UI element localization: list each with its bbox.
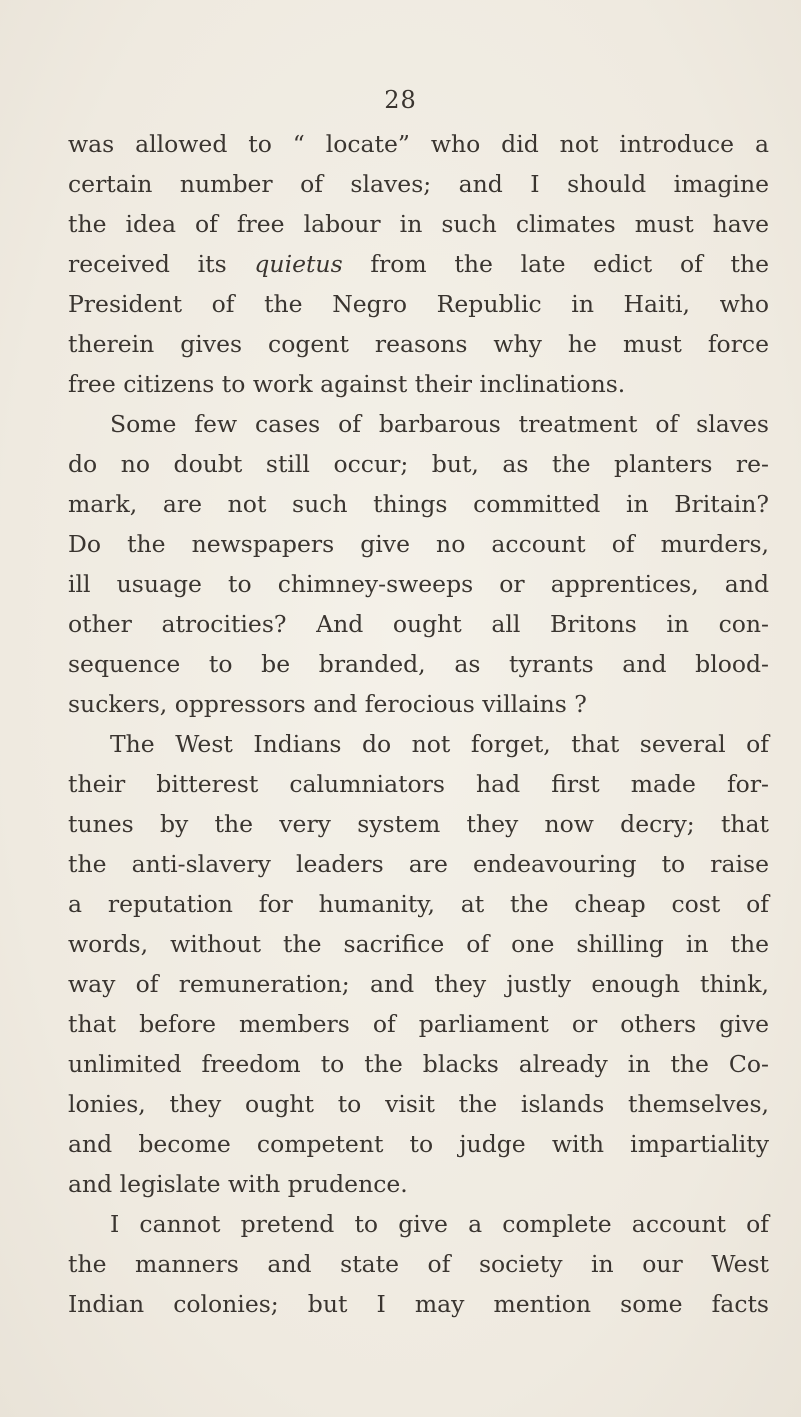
text-line	[68, 124, 769, 164]
text-line	[68, 844, 769, 884]
text-segment: sequence to be branded, as tyrants and blood-	[68, 650, 769, 678]
text-segment: and become competent to judge with impartiality	[68, 1130, 769, 1158]
text-segment: suckers, oppressors and ferocious villains ?	[68, 690, 587, 718]
text-line	[68, 1244, 769, 1284]
text-segment: free citizens to work against their inclinations.	[68, 370, 626, 398]
text-segment: the manners and state of society in our West	[68, 1250, 769, 1278]
text-line	[68, 964, 769, 1004]
text-segment: Do the newspapers give no account of murders,	[68, 530, 769, 558]
text-line	[68, 204, 769, 244]
text-segment: unlimited freedom to the blacks already in the Co-	[68, 1050, 769, 1078]
text-segment: therein gives cogent reasons why he must force	[68, 330, 769, 358]
text-segment: a reputation for humanity, at the cheap cost of	[68, 890, 769, 918]
text-line	[68, 924, 769, 964]
text-line	[68, 764, 769, 804]
text-line	[68, 524, 769, 564]
text-segment: Indian colonies; but I may mention some facts	[68, 1290, 769, 1318]
text-line	[68, 564, 769, 604]
text-segment: the anti-slavery leaders are endeavouring to raise	[68, 850, 769, 878]
text-segment: tunes by the very system they now decry; that	[68, 810, 769, 838]
text-line	[68, 1044, 769, 1084]
text-segment: lonies, they ought to visit the islands themselves,	[68, 1090, 769, 1118]
text-segment: President of the Negro Republic in Haiti, who	[68, 290, 769, 318]
text-line	[68, 1084, 769, 1124]
text-segment: that before members of parliament or others give	[68, 1010, 769, 1038]
text-segment: the idea of free labour in such climates must have	[68, 210, 769, 238]
text-line	[68, 1004, 769, 1044]
text-line	[68, 404, 769, 444]
text-line	[68, 884, 769, 924]
text-segment: mark, are not such things committed in Britain?	[68, 490, 769, 518]
text-line	[68, 364, 769, 404]
text-line	[68, 244, 769, 284]
italic-text: quietus	[254, 250, 343, 278]
text-line	[68, 1284, 769, 1324]
text-segment: I cannot pretend to give a complete account of	[110, 1210, 769, 1238]
text-line	[68, 604, 769, 644]
text-line	[68, 324, 769, 364]
text-line	[68, 444, 769, 484]
text-segment: and legislate with prudence.	[68, 1170, 408, 1198]
text-line	[68, 484, 769, 524]
text-segment: way of remuneration; and they justly enough think,	[68, 970, 769, 998]
text-line	[68, 1204, 769, 1244]
text-segment: The West Indians do not forget, that several of	[110, 730, 769, 758]
text-line	[68, 1124, 769, 1164]
text-line	[68, 804, 769, 844]
page-number: 28	[384, 86, 417, 114]
body-text	[68, 124, 769, 1324]
text-segment: from the late edict of the	[342, 250, 769, 278]
text-segment: other atrocities? And ought all Britons in con-	[68, 610, 769, 638]
text-line	[68, 724, 769, 764]
text-segment: certain number of slaves; and I should imagine	[68, 170, 769, 198]
text-segment: do no doubt still occur; but, as the planters re-	[68, 450, 769, 478]
text-segment: was allowed to “ locate” who did not introduce a	[68, 130, 769, 158]
text-line	[68, 284, 769, 324]
text-segment: words, without the sacrifice of one shilling in the	[68, 930, 769, 958]
text-segment: ill usuage to chimney-sweeps or apprentices, and	[68, 570, 769, 598]
text-line	[68, 1164, 769, 1204]
text-segment: their bitterest calumniators had first made for-	[68, 770, 769, 798]
text-segment: Some few cases of barbarous treatment of slaves	[110, 410, 769, 438]
text-segment: received its	[68, 250, 255, 278]
text-line	[68, 684, 769, 724]
text-line	[68, 644, 769, 684]
text-line	[68, 164, 769, 204]
